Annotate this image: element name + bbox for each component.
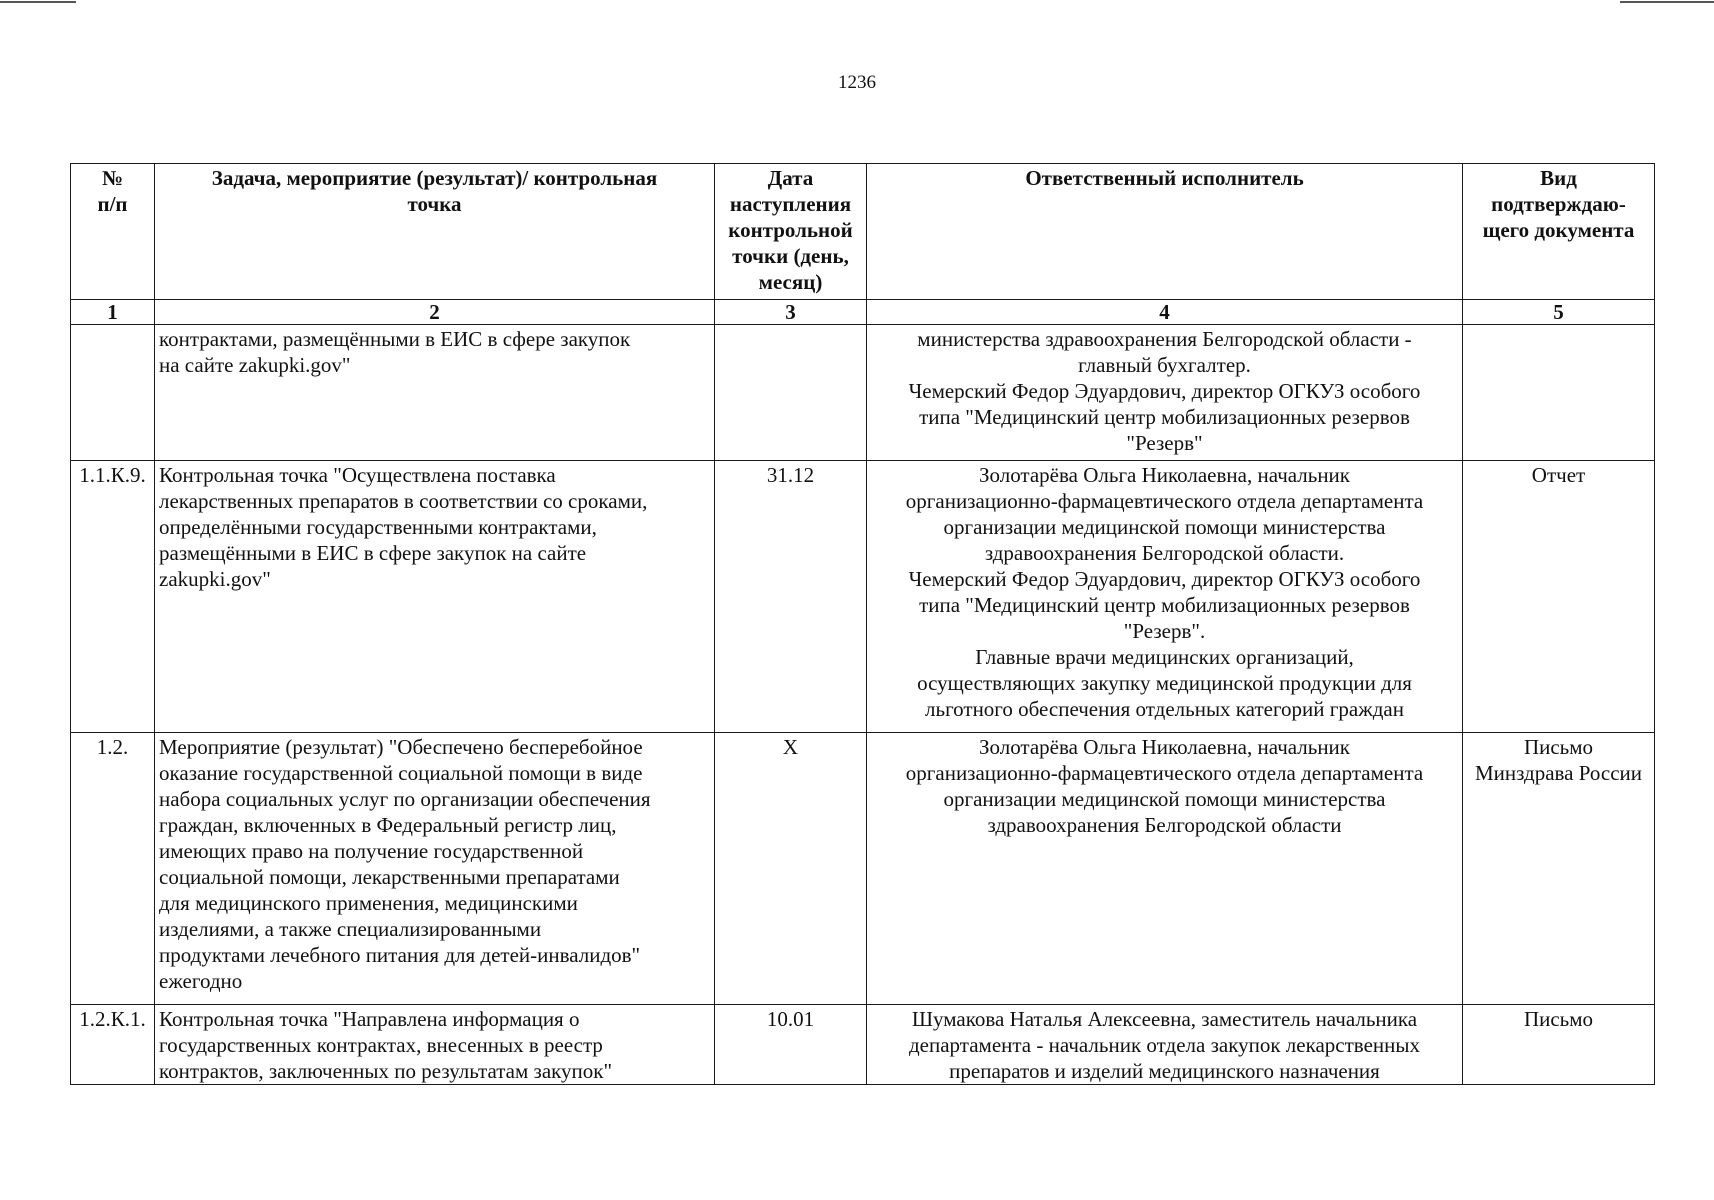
text-line: на сайте zakupki.gov" <box>159 353 351 377</box>
cell-task <box>155 461 715 733</box>
text-line: социальной помощи, лекарственными препаратами <box>159 865 620 889</box>
header-executor: Ответственный исполнитель <box>867 164 1463 300</box>
cell-document <box>1463 461 1655 733</box>
cell-task <box>155 325 715 461</box>
text-line: государственных контрактах, внесенных в реестр <box>159 1033 603 1057</box>
cell-document <box>1463 733 1655 1005</box>
text-line: Золотарёва Ольга Николаевна, начальник <box>978 735 1351 759</box>
text-line: Шумакова Наталья Алексеевна, заместитель начальника <box>911 1007 1418 1031</box>
cell-number: 1.1.К.9. <box>71 461 155 733</box>
text-line: Мероприятие (результат) "Обеспечено бесперебойное <box>159 735 643 759</box>
text-line: Контрольная точка "Направлена информация о <box>159 1007 580 1031</box>
text-line: "Резерв" <box>1126 431 1203 455</box>
column-numbers-row <box>71 300 1655 325</box>
text-line: имеющих право на получение государственной <box>159 839 584 863</box>
cell-executor <box>867 461 1463 733</box>
text-line: Письмо <box>1523 735 1594 759</box>
text-line: лекарственных препаратов в соответствии со сроками, <box>159 489 648 513</box>
text-line: льготного обеспечения отдельных категорий граждан <box>925 697 1404 721</box>
header-number: № п/п <box>71 164 155 300</box>
header-document: Вид подтверждаю- щего документа <box>1463 164 1655 300</box>
text-line: zakupki.gov" <box>159 567 271 591</box>
control-points-table <box>70 163 1655 1085</box>
column-number: 4 <box>867 300 1463 325</box>
text-line: контрактов, заключенных по результатам закупок" <box>159 1059 613 1083</box>
text-line: оказание государственной социальной помощи в виде <box>159 761 643 785</box>
text-line: размещёнными в ЕИС в сфере закупок на сайте <box>159 541 587 565</box>
text-line: организационно-фармацевтического отдела департамента <box>905 761 1424 785</box>
scan-edge-line-left <box>0 1 76 3</box>
text-line: Чемерский Федор Эдуардович, директор ОГКУЗ особого <box>908 567 1421 591</box>
table-body <box>71 325 1655 1085</box>
cell-document <box>1463 325 1655 461</box>
cell-executor <box>867 325 1463 461</box>
text-line: продуктами лечебного питания для детей-инвалидов" <box>159 943 641 967</box>
text-line: главный бухгалтер. <box>1078 353 1251 377</box>
header-row <box>71 164 1655 300</box>
text-line: осуществляющих закупку медицинской продукции для <box>917 671 1412 695</box>
text-line: Контрольная точка "Осуществлена поставка <box>159 463 556 487</box>
text-line: контрактами, размещёнными в ЕИС в сфере закупок <box>159 327 631 351</box>
text-line: организации медицинской помощи министерства <box>943 787 1386 811</box>
cell-number: 1.2.К.1. <box>71 1005 155 1085</box>
table-row <box>71 1005 1655 1085</box>
cell-number <box>71 325 155 461</box>
text-line: определёнными государственными контрактами, <box>159 515 597 539</box>
text-line: организации медицинской помощи министерства <box>943 515 1386 539</box>
text-line: организационно-фармацевтического отдела департамента <box>905 489 1424 513</box>
text-line: здравоохранения Белгородской области. <box>984 541 1345 565</box>
header-date: Дата наступления контрольной точки (день, месяц) <box>715 164 867 300</box>
text-line: Золотарёва Ольга Николаевна, начальник <box>978 463 1351 487</box>
text-line: Главные врачи медицинских организаций, <box>975 645 1354 669</box>
header-task: Задача, мероприятие (результат)/ контрольная точка <box>155 164 715 300</box>
text-line: для медицинского применения, медицинскими <box>159 891 578 915</box>
text-line: ежегодно <box>159 969 243 993</box>
text-line: типа "Медицинский центр мобилизационных резервов <box>919 593 1410 617</box>
table-row <box>71 733 1655 1005</box>
page-number: 1236 <box>838 72 876 93</box>
scan-edge-line-right <box>1620 1 1714 3</box>
cell-executor <box>867 1005 1463 1085</box>
cell-executor <box>867 733 1463 1005</box>
column-number: 5 <box>1463 300 1655 325</box>
cell-task <box>155 733 715 1005</box>
text-line: Письмо <box>1523 1007 1594 1031</box>
table-row <box>71 325 1655 461</box>
cell-date: 10.01 <box>715 1005 867 1085</box>
text-line: департамента - начальник отдела закупок лекарственных <box>908 1033 1420 1057</box>
text-line: "Резерв". <box>1123 619 1206 643</box>
cell-date <box>715 325 867 461</box>
cell-date: X <box>715 733 867 1005</box>
cell-document <box>1463 1005 1655 1085</box>
cell-date: 31.12 <box>715 461 867 733</box>
text-line: министерства здравоохранения Белгородской области - <box>917 327 1412 351</box>
column-number: 1 <box>71 300 155 325</box>
text-line: здравоохранения Белгородской области <box>987 813 1342 837</box>
column-number: 2 <box>155 300 715 325</box>
text-line: препаратов и изделий медицинского назначения <box>949 1059 1380 1083</box>
table-row <box>71 461 1655 733</box>
text-line: Чемерский Федор Эдуардович, директор ОГКУЗ особого <box>908 379 1421 403</box>
text-line: граждан, включенных в Федеральный регистр лиц, <box>159 813 617 837</box>
column-number: 3 <box>715 300 867 325</box>
text-line: Минздрава России <box>1474 761 1643 785</box>
text-line: набора социальных услуг по организации обеспечения <box>159 787 651 811</box>
text-line: типа "Медицинский центр мобилизационных резервов <box>919 405 1410 429</box>
cell-number: 1.2. <box>71 733 155 1005</box>
text-line: Отчет <box>1531 463 1586 487</box>
cell-task <box>155 1005 715 1085</box>
text-line: изделиями, а также специализированными <box>159 917 542 941</box>
